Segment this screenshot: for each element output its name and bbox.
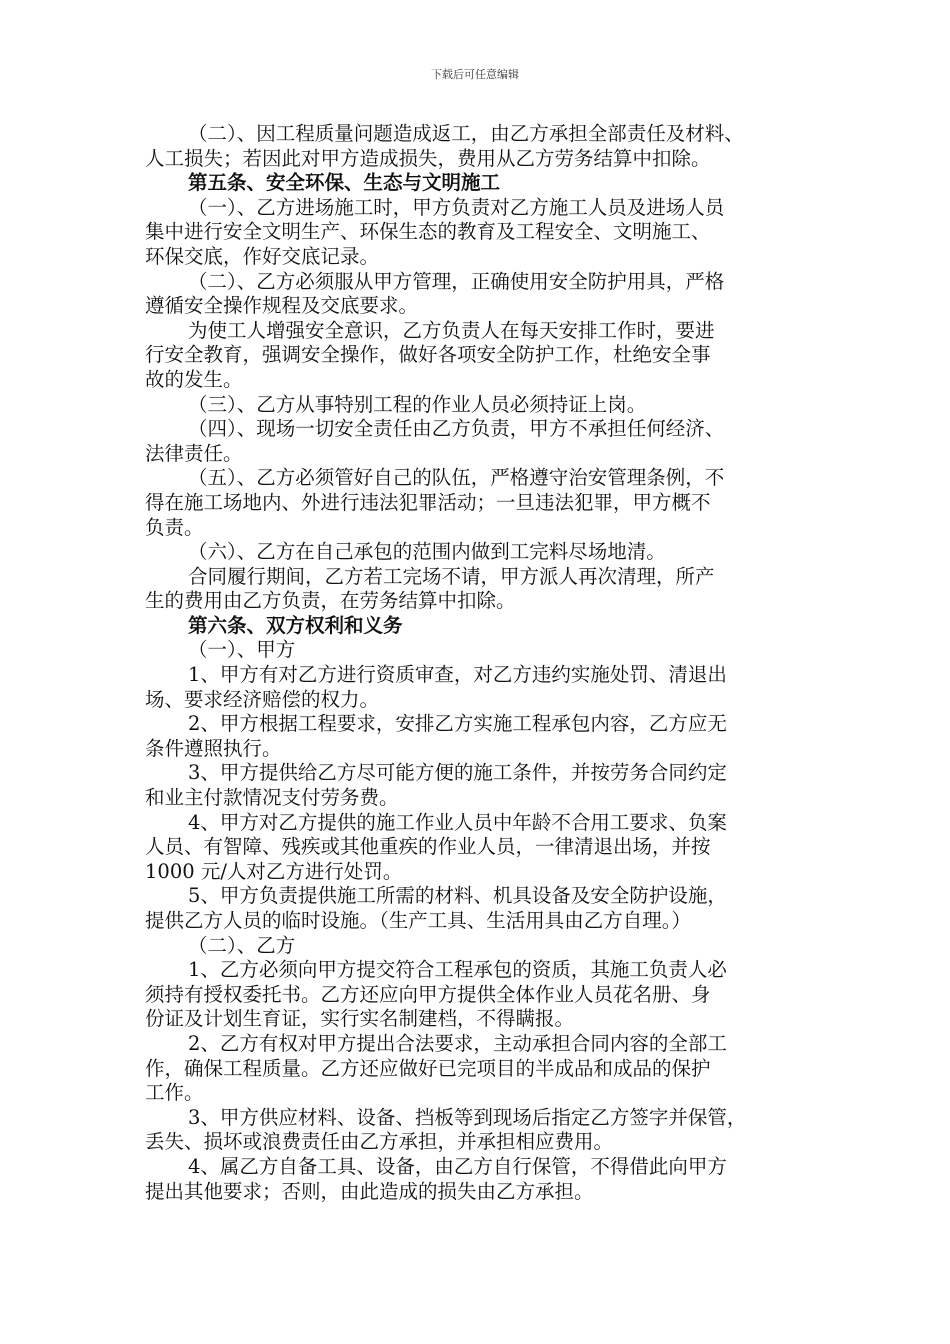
text-line: （二）、乙方必须服从甲方管理，正确使用安全防护用具，严格 xyxy=(188,269,725,293)
subsection-heading: （一）、甲方 xyxy=(188,638,296,662)
text-line: 须持有授权委托书。乙方还应向甲方提供全体作业人员花名册、身 xyxy=(145,982,711,1006)
text-line: 1、乙方必须向甲方提交符合工程承包的资质，其施工负责人必 xyxy=(188,958,727,982)
section-heading: 第五条、安全环保、生态与文明施工 xyxy=(188,171,501,195)
text-line: 2、乙方有权对甲方提出合法要求，主动承担合同内容的全部工 xyxy=(188,1031,727,1055)
text-line: （五）、乙方必须管好自己的队伍，严格遵守治安管理条例，不 xyxy=(188,466,725,490)
text-line: 行安全教育，强调安全操作，做好各项安全防护工作，杜绝安全事 xyxy=(145,343,711,367)
text-line: 4、甲方对乙方提供的施工作业人员中年龄不合用工要求、负案 xyxy=(188,810,727,834)
text-line: 3、甲方提供给乙方尽可能方便的施工条件，并按劳务合同约定 xyxy=(188,761,727,785)
text-line: 5、甲方负责提供施工所需的材料、机具设备及安全防护设施， xyxy=(188,884,727,908)
text-line: 1、甲方有对乙方进行资质审查，对乙方违约实施处罚、清退出 xyxy=(188,663,727,687)
text-line: 提供乙方人员的临时设施。（生产工具、生活用具由乙方自理。） xyxy=(145,909,692,932)
text-line: 负责。 xyxy=(145,515,204,539)
text-line: 人工损失；若因此对甲方造成损失，费用从乙方劳务结算中扣除。 xyxy=(145,146,711,170)
text-line: 3、甲方供应材料、设备、挡板等到现场后指定乙方签字并保管， xyxy=(188,1105,747,1129)
text-line: 场、要求经济赔偿的权力。 xyxy=(145,687,380,711)
text-line: （四）、现场一切安全责任由乙方负责，甲方不承担任何经济、 xyxy=(188,417,725,441)
text-line: 人员、有智障、残疾或其他重疾的作业人员，一律清退出场，并按 xyxy=(145,835,711,859)
subsection-heading: （二）、乙方 xyxy=(188,933,296,957)
text-line: 份证及计划生育证，实行实名制建档，不得瞒报。 xyxy=(145,1007,575,1031)
document-body xyxy=(145,122,813,1204)
text-line: 条件遵照执行。 xyxy=(145,736,282,760)
text-line: （六）、乙方在自己承包的范围内做到工完料尽场地清。 xyxy=(188,540,666,564)
text-line: 4、属乙方自备工具、设备，由乙方自行保管，不得借此向甲方 xyxy=(188,1154,727,1178)
text-line: （二）、因工程质量问题造成返工，由乙方承担全部责任及材料、 xyxy=(188,122,744,145)
text-line: 遵循安全操作规程及交底要求。 xyxy=(145,294,419,318)
text-line: （一）、乙方进场施工时，甲方负责对乙方施工人员及进场人员 xyxy=(188,195,725,219)
text-line: 作，确保工程质量。乙方还应做好已完项目的半成品和成品的保护 xyxy=(145,1056,711,1080)
text-line: 合同履行期间，乙方若工完场不请，甲方派人再次清理，所产 xyxy=(188,564,715,588)
page-header: 下载后可任意编辑 xyxy=(431,68,519,81)
text-line: 1000 元/人对乙方进行处罚。 xyxy=(145,859,403,883)
text-line: 和业主付款情况支付劳务费。 xyxy=(145,786,399,810)
text-line: 工作。 xyxy=(145,1081,204,1105)
text-line: 提出其他要求；否则，由此造成的损失由乙方承担。 xyxy=(145,1179,594,1203)
text-line: 丢失、损坏或浪费责任由乙方承担，并承担相应费用。 xyxy=(145,1130,614,1154)
section-heading: 第六条、双方权利和义务 xyxy=(188,613,403,637)
text-line: 得在施工场地内、外进行违法犯罪活动；一旦违法犯罪，甲方概不 xyxy=(145,490,711,514)
text-line: 为使工人增强安全意识，乙方负责人在每天安排工作时，要进 xyxy=(188,318,715,342)
text-line: 2、甲方根据工程要求，安排乙方实施工程承包内容，乙方应无 xyxy=(188,712,727,736)
text-line: 法律责任。 xyxy=(145,441,243,465)
text-line: 故的发生。 xyxy=(145,367,243,391)
text-line: 环保交底，作好交底记录。 xyxy=(145,244,380,268)
text-line: 集中进行安全文明生产、环保生态的教育及工程安全、文明施工、 xyxy=(145,220,711,244)
text-line: （三）、乙方从事特别工程的作业人员必须持证上岗。 xyxy=(188,392,647,416)
text-line: 生的费用由乙方负责，在劳务结算中扣除。 xyxy=(145,589,516,613)
